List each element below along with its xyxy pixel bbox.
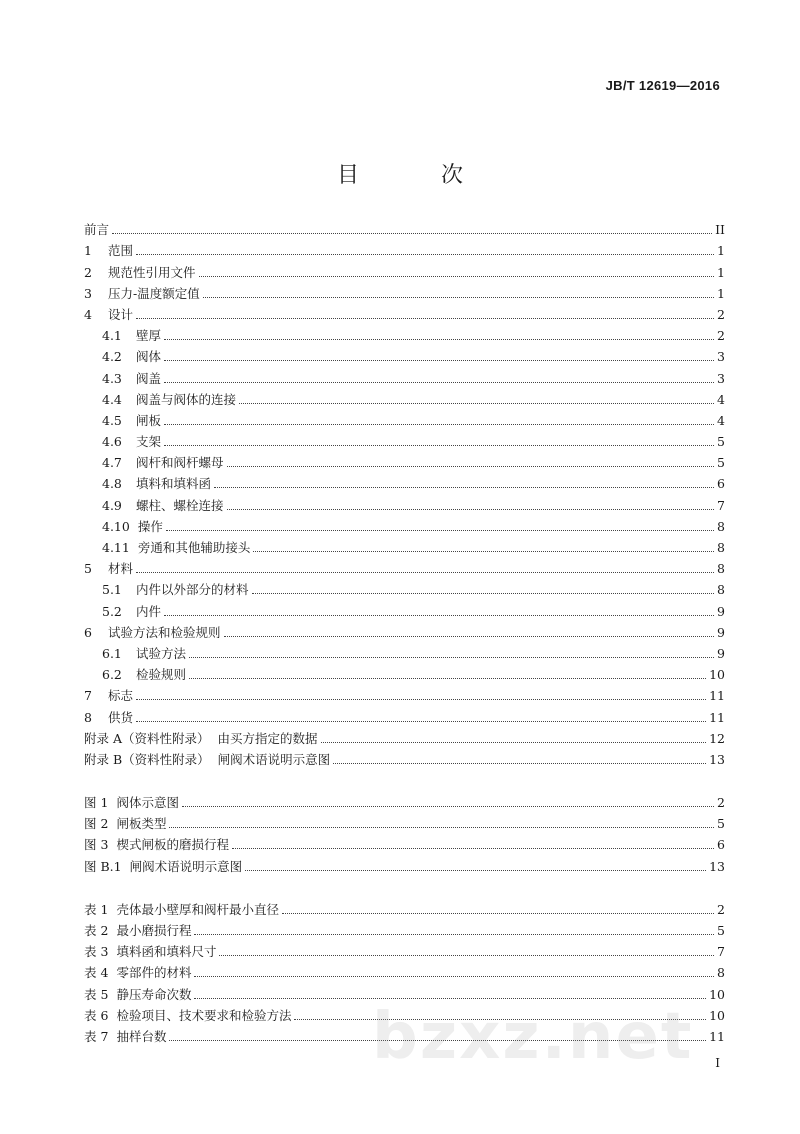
- toc-entry-number: 4.5: [102, 412, 122, 428]
- toc-entry[interactable]: [84, 833, 725, 854]
- toc-entry-label: 由买方指定的数据: [217, 730, 318, 746]
- dot-leader: [252, 592, 714, 594]
- toc-entry[interactable]: [84, 748, 725, 769]
- toc-entry[interactable]: [84, 324, 725, 345]
- toc-entry-number: 4.11: [102, 540, 130, 555]
- toc-entry-number: 4.2: [102, 349, 122, 365]
- dot-leader: [164, 338, 714, 340]
- dot-leader: [219, 954, 714, 956]
- toc-entry-label: 操作: [137, 518, 163, 534]
- toc-entry-page: 10: [709, 1007, 725, 1023]
- toc-entry-page: 4: [717, 412, 725, 428]
- dot-leader: [282, 912, 714, 914]
- toc-entry-page: 4: [717, 391, 725, 407]
- dot-leader: [203, 296, 714, 298]
- toc-entry-label: 检验项目、技术要求和检验方法: [116, 1007, 292, 1023]
- toc-entry-number: 表 1: [84, 901, 109, 917]
- toc-entry[interactable]: [84, 366, 725, 387]
- group-gap: [84, 769, 725, 791]
- toc-entry-page: 3: [717, 370, 725, 386]
- dot-leader: [194, 997, 706, 999]
- toc-entry[interactable]: [84, 282, 725, 303]
- toc-entry[interactable]: [84, 961, 725, 982]
- toc-entry[interactable]: [84, 940, 725, 961]
- toc-entry-label: 材料: [108, 561, 134, 577]
- toc-entry-page: 8: [717, 582, 725, 598]
- toc-entry-number: 图 1: [84, 795, 109, 811]
- toc-entry-label: 阀杆和阀杆螺母: [136, 455, 224, 471]
- toc-entry-label: 阀盖与阀体的连接: [136, 391, 237, 407]
- toc-entry[interactable]: [84, 409, 725, 430]
- toc-entry[interactable]: [84, 663, 725, 684]
- toc-entry-number: 4.7: [102, 455, 122, 471]
- toc-entry-number: 表 2: [84, 923, 109, 938]
- toc-entry-number: 3: [84, 285, 92, 301]
- toc-entry[interactable]: [84, 684, 725, 705]
- toc-entry-page: 9: [717, 645, 725, 661]
- toc-entry-number: 4: [84, 306, 92, 322]
- toc-entry-page: 7: [717, 497, 725, 513]
- toc-entry-number: 图 3: [84, 837, 109, 853]
- toc-entry-number: 6.2: [102, 667, 122, 683]
- dot-leader: [227, 508, 714, 510]
- toc-entry[interactable]: [84, 621, 725, 642]
- toc-entry-label: 检验规则: [136, 667, 187, 683]
- toc-entry-number: 附录 A（资料性附录）: [84, 730, 210, 746]
- dot-leader: [189, 656, 714, 658]
- toc-entry-page: 12: [709, 730, 725, 746]
- toc-entry-number: 表 4: [84, 965, 109, 981]
- toc-entry-page: 11: [709, 1028, 725, 1044]
- toc-entry-label: 设计: [108, 306, 134, 322]
- toc-entry-label: 闸阀术语说明示意图: [217, 751, 331, 767]
- toc-entry-number: 4.6: [102, 434, 122, 450]
- toc-entry-number: 5: [84, 561, 92, 577]
- toc-entry[interactable]: [84, 557, 725, 578]
- page-number: I: [715, 1056, 720, 1070]
- toc-entry[interactable]: [84, 303, 725, 324]
- toc-entry[interactable]: [84, 218, 725, 239]
- toc-entry-number: 4.4: [102, 391, 122, 407]
- dot-leader: [112, 232, 712, 234]
- dot-leader: [333, 762, 706, 764]
- toc-entry-page: 8: [717, 561, 725, 577]
- toc-entry-page: 2: [717, 328, 725, 344]
- toc-entry-page: 1: [717, 285, 725, 301]
- toc-entry-page: 10: [709, 986, 725, 1002]
- toc-entry[interactable]: [84, 642, 725, 663]
- toc-entry-number: 7: [84, 688, 92, 704]
- toc-entry[interactable]: [84, 430, 725, 451]
- toc-entry-label: 螺柱、螺栓连接: [136, 497, 224, 513]
- dot-leader: [194, 975, 714, 977]
- toc-entry-page: 6: [717, 837, 725, 853]
- toc-entry-page: 13: [709, 858, 725, 874]
- toc-entry[interactable]: [84, 239, 725, 260]
- toc-entry-page: 5: [717, 455, 725, 471]
- toc-title: 目 次: [336, 163, 493, 188]
- toc-entry[interactable]: [84, 388, 725, 409]
- dot-leader: [253, 550, 714, 552]
- toc-entry[interactable]: [84, 451, 725, 472]
- dot-leader: [136, 720, 706, 722]
- toc-entry[interactable]: [84, 791, 725, 812]
- toc-entry[interactable]: [84, 578, 725, 599]
- toc-entry-label: 试验方法和检验规则: [108, 624, 221, 640]
- dot-leader: [232, 847, 714, 849]
- toc-entry-label: 闸阀术语说明示意图: [129, 858, 243, 874]
- toc-entry-label: 范围: [108, 243, 134, 259]
- toc-entry-label: 抽样台数: [116, 1028, 167, 1044]
- toc-entry-label: 楔式闸板的磨损行程: [116, 837, 229, 853]
- toc-entry-page: 2: [717, 901, 725, 917]
- toc-entry-page: 8: [717, 518, 725, 534]
- toc-entry[interactable]: [84, 854, 725, 875]
- dot-leader: [164, 423, 714, 425]
- toc-entry[interactable]: [84, 812, 725, 833]
- toc-entry-page: 5: [717, 923, 725, 938]
- dot-leader: [194, 933, 714, 935]
- dot-leader: [166, 529, 714, 531]
- toc-entry-page: 8: [717, 965, 725, 981]
- toc-entry-label: 静压寿命次数: [116, 986, 192, 1002]
- toc-entry-label: 闸板: [136, 412, 162, 428]
- toc-entry-label: 供货: [108, 709, 134, 725]
- toc-entry-number: 4.8: [102, 476, 122, 492]
- dot-leader: [169, 826, 714, 828]
- toc-entry-page: 3: [717, 349, 725, 365]
- toc-entry[interactable]: [84, 493, 725, 514]
- toc-entry-number: 2: [84, 264, 92, 280]
- dot-leader: [164, 444, 714, 446]
- toc-figures: [84, 791, 725, 876]
- toc-entry-number: 6: [84, 624, 92, 640]
- table-of-contents: [84, 218, 725, 1046]
- dot-leader: [182, 805, 714, 807]
- toc-entry-page: 9: [717, 603, 725, 619]
- dot-leader: [245, 869, 706, 871]
- toc-entry-page: II: [715, 222, 725, 238]
- toc-entry-number: 1: [84, 243, 92, 259]
- dot-leader: [164, 614, 714, 616]
- toc-entry-label: 阀体: [136, 349, 162, 365]
- standard-code: JB/T 12619—2016: [605, 78, 720, 93]
- toc-entry-label: 壳体最小壁厚和阀杆最小直径: [116, 901, 279, 917]
- dot-leader: [189, 677, 706, 679]
- toc-entry-label: 前言: [84, 222, 110, 238]
- toc-entry-page: 2: [717, 795, 725, 811]
- toc-entry[interactable]: [84, 345, 725, 366]
- dot-leader: [321, 741, 707, 743]
- toc-entry-label: 填料函和填料尺寸: [116, 944, 217, 960]
- toc-entry[interactable]: [84, 705, 725, 726]
- toc-entry-page: 8: [717, 540, 725, 555]
- toc-entry-label: 内件: [136, 603, 162, 619]
- toc-entry-label: 阀盖: [136, 370, 162, 386]
- toc-entry[interactable]: [84, 919, 725, 940]
- toc-entry[interactable]: [84, 727, 725, 748]
- toc-entry-number: 8: [84, 709, 92, 725]
- toc-entry-number: 表 6: [84, 1007, 109, 1023]
- toc-entry-number: 图 B.1: [84, 858, 122, 874]
- toc-entry-label: 零部件的材料: [116, 965, 192, 981]
- toc-entry-label: 支架: [136, 434, 162, 450]
- toc-entry-page: 5: [717, 816, 725, 832]
- toc-entry[interactable]: [84, 599, 725, 620]
- toc-entry-label: 旁通和其他辅助接头: [137, 540, 251, 555]
- toc-entry-page: 11: [709, 688, 725, 704]
- toc-entry-page: 10: [709, 667, 725, 683]
- toc-entry[interactable]: [84, 515, 725, 536]
- toc-sections: [84, 218, 725, 769]
- toc-entry[interactable]: [84, 260, 725, 281]
- toc-entry-page: 7: [717, 944, 725, 960]
- toc-entry-page: 2: [717, 306, 725, 322]
- toc-entry[interactable]: [84, 898, 725, 919]
- toc-entry-label: 内件以外部分的材料: [136, 582, 249, 598]
- toc-entry-number: 4.1: [102, 328, 122, 344]
- toc-entry-number: 表 7: [84, 1028, 109, 1044]
- toc-entry-label: 闸板类型: [116, 816, 167, 832]
- dot-leader: [136, 571, 714, 573]
- toc-entry-number: 4.9: [102, 497, 122, 513]
- toc-entry-label: 压力-温度额定值: [108, 285, 200, 301]
- dot-leader: [136, 253, 714, 255]
- dot-leader: [227, 465, 714, 467]
- toc-entry[interactable]: [84, 472, 725, 493]
- dot-leader: [214, 486, 714, 488]
- dot-leader: [136, 698, 706, 700]
- toc-entry-number: 表 5: [84, 986, 109, 1002]
- toc-entry-page: 6: [717, 476, 725, 492]
- toc-entry-number: 附录 B（资料性附录）: [84, 751, 210, 767]
- toc-entry-number: 4.10: [102, 518, 130, 534]
- toc-entry-label: 规范性引用文件: [108, 264, 196, 280]
- toc-entry-number: 图 2: [84, 816, 109, 832]
- toc-entry-label: 试验方法: [136, 645, 187, 661]
- toc-entry-number: 4.3: [102, 370, 122, 386]
- dot-leader: [164, 359, 714, 361]
- toc-entry-label: 填料和填料函: [136, 476, 212, 492]
- watermark: bzxz.net: [372, 1000, 694, 1074]
- toc-entry-label: 最小磨损行程: [116, 923, 192, 938]
- toc-entry-page: 11: [709, 709, 725, 725]
- toc-entry-page: 9: [717, 624, 725, 640]
- toc-entry-label: 标志: [108, 688, 134, 704]
- toc-entry-number: 5.1: [102, 582, 122, 598]
- toc-entry-label: 阀体示意图: [116, 795, 179, 811]
- dot-leader: [199, 275, 714, 277]
- toc-entry-number: 6.1: [102, 645, 122, 661]
- dot-leader: [224, 635, 714, 637]
- group-gap: [84, 876, 725, 898]
- toc-entry[interactable]: [84, 536, 725, 557]
- dot-leader: [136, 317, 714, 319]
- toc-entry-number: 5.2: [102, 603, 122, 619]
- toc-entry-page: 13: [709, 751, 725, 767]
- toc-entry-page: 1: [717, 243, 725, 259]
- toc-entry-page: 5: [717, 434, 725, 450]
- toc-entry-label: 壁厚: [136, 328, 162, 344]
- toc-entry-number: 表 3: [84, 944, 109, 960]
- toc-entry-page: 1: [717, 264, 725, 280]
- dot-leader: [239, 402, 714, 404]
- dot-leader: [164, 381, 714, 383]
